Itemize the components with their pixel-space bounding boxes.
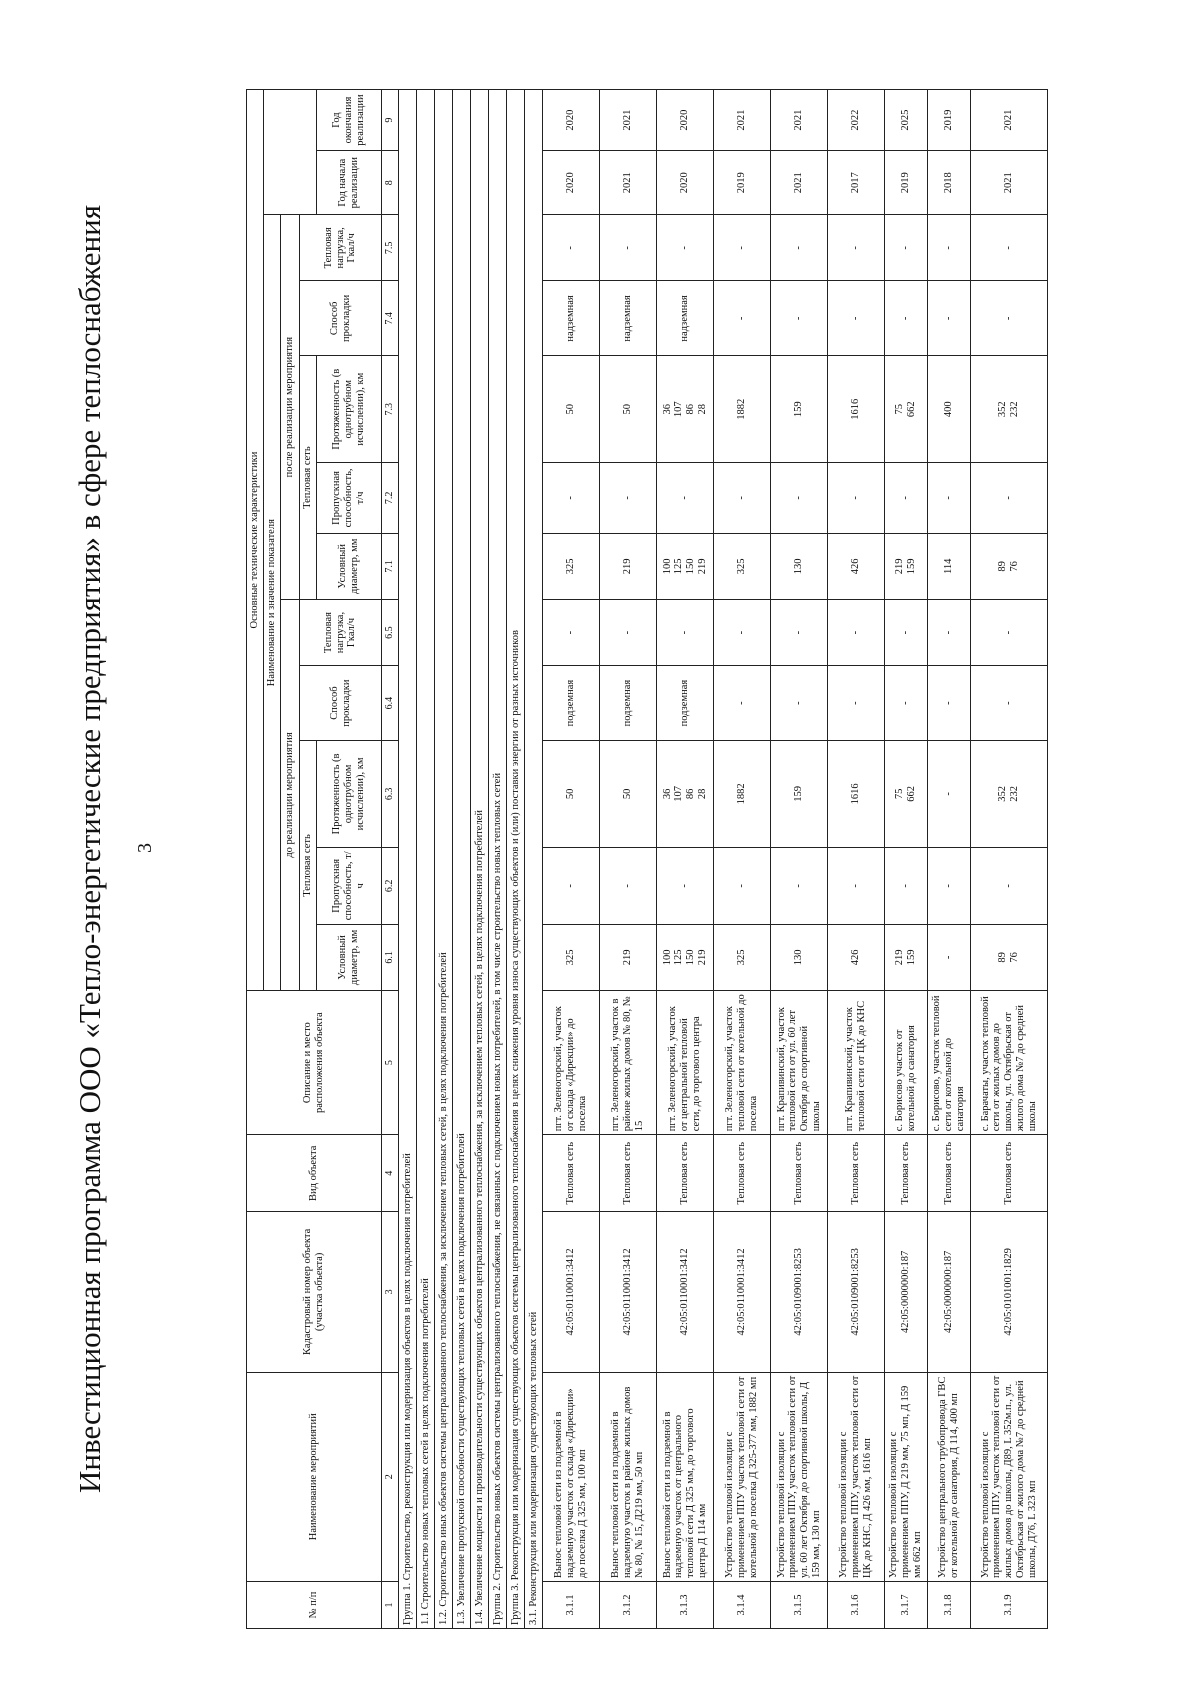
year-end: 2025 — [885, 90, 928, 151]
after-laying: - — [971, 281, 1048, 356]
before-capacity: - — [600, 847, 657, 924]
before-capacity: - — [543, 847, 600, 924]
after-length: 36 107 86 28 — [657, 356, 714, 463]
row-type: Тепловая сеть — [928, 1135, 971, 1212]
after-laying: - — [714, 281, 771, 356]
row-description: с. Борисово участок от котельной до санатория — [885, 991, 928, 1135]
table-row — [714, 90, 771, 1629]
header-laying-after: Способ прокладки — [300, 281, 382, 356]
column-number: 6.2 — [382, 847, 399, 924]
after-diameter: 325 — [714, 533, 771, 599]
after-diameter: 426 — [828, 533, 885, 599]
year-start: 2019 — [885, 151, 928, 215]
after-capacity: - — [600, 463, 657, 534]
year-start: 2019 — [714, 151, 771, 215]
header-heat-network-after: Тепловая сеть — [300, 356, 317, 600]
before-capacity: - — [928, 847, 971, 924]
header-length-before: Протяженность (в однотрубном исчислении), км — [317, 740, 382, 847]
before-laying: - — [928, 666, 971, 741]
table-row — [543, 90, 600, 1629]
group-row — [453, 90, 471, 1629]
year-start: 2017 — [828, 151, 885, 215]
group-row — [489, 90, 507, 1629]
group-row-label: 1.3. Увеличение пропускной способности существующих тепловых сетей в целях подключения потребителей — [453, 90, 471, 1629]
row-name: Устройство тепловой изоляции с применением ППУ участок тепловой сети от котельной до поселка Д 325-377 мм, 1882 мп — [714, 1372, 771, 1581]
header-load-after: Тепловая нагрузка, Гкал/ч — [300, 215, 382, 281]
before-length: 1616 — [828, 740, 885, 847]
before-load: - — [971, 599, 1048, 665]
table-row — [657, 90, 714, 1629]
after-length: 75 662 — [885, 356, 928, 463]
column-number: 6.5 — [382, 599, 399, 665]
after-capacity: - — [971, 463, 1048, 534]
header-years-group — [264, 90, 317, 215]
after-laying: - — [828, 281, 885, 356]
row-name: Вынос тепловой сети из подземной в надземную участок от склада «Дирекции» до поселка Д 325 мм, 100 мп — [543, 1372, 600, 1581]
row-number: 3.1.2 — [600, 1581, 657, 1628]
row-type: Тепловая сеть — [714, 1135, 771, 1212]
before-diameter: 325 — [714, 924, 771, 990]
after-load: - — [828, 215, 885, 281]
investment-program-table — [246, 89, 1048, 1629]
year-start: 2020 — [657, 151, 714, 215]
before-diameter: 325 — [543, 924, 600, 990]
document-title: Инвестиционная программа ООО «Тепло-энергетические предприятия» в сфере теплоснабжения — [72, 205, 107, 1493]
column-number: 9 — [382, 90, 399, 151]
header-load-before: Тепловая нагрузка, Гкал/ч — [300, 599, 382, 665]
after-diameter: 219 159 — [885, 533, 928, 599]
before-diameter: 426 — [828, 924, 885, 990]
year-end: 2021 — [971, 90, 1048, 151]
table-row — [828, 90, 885, 1629]
group-row-label: Группа 3. Реконструкция или модернизация существующих объектов системы централизованного теплоснабжения в целях снижения уровня износа существующих объектов и (или) поставки энергии от разных источников — [507, 90, 525, 1629]
after-length: 159 — [771, 356, 828, 463]
row-description: пгт. Крапивинский, участок тепловой сети от ЦК до КНС — [828, 991, 885, 1135]
column-number: 7.5 — [382, 215, 399, 281]
before-length: 1882 — [714, 740, 771, 847]
after-laying: - — [771, 281, 828, 356]
row-number: 3.1.8 — [928, 1581, 971, 1628]
year-end: 2020 — [657, 90, 714, 151]
row-description: с. Борисово, участок тепловой сети от котельной до санатория — [928, 991, 971, 1135]
after-load: - — [714, 215, 771, 281]
header-cadastral: Кадастровый номер объекта (участка объекта) — [247, 1212, 382, 1372]
row-cadastral: 42:05:0110001:3412 — [543, 1212, 600, 1372]
after-diameter: 100 125 150 219 — [657, 533, 714, 599]
before-length: 50 — [543, 740, 600, 847]
column-number: 8 — [382, 151, 399, 215]
before-length: 36 107 86 28 — [657, 740, 714, 847]
header-diameter-after: Условный диаметр, мм — [317, 533, 382, 599]
after-load: - — [771, 215, 828, 281]
before-load: - — [543, 599, 600, 665]
row-number: 3.1.1 — [543, 1581, 600, 1628]
row-type: Тепловая сеть — [885, 1135, 928, 1212]
after-capacity: - — [885, 463, 928, 534]
before-diameter: 89 76 — [971, 924, 1048, 990]
after-laying: надземная — [543, 281, 600, 356]
row-number: 3.1.3 — [657, 1581, 714, 1628]
row-cadastral: 42:05:0110001:3412 — [600, 1212, 657, 1372]
after-length: 1882 — [714, 356, 771, 463]
before-diameter: 219 — [600, 924, 657, 990]
header-description: Описание и место расположения объекта — [247, 991, 382, 1135]
after-diameter: 89 76 — [971, 533, 1048, 599]
year-start: 2018 — [928, 151, 971, 215]
after-diameter: 130 — [771, 533, 828, 599]
row-name: Устройство центрального трубопровода ГВС от котельной до санатория, Д 114, 400 мп — [928, 1372, 971, 1581]
year-end: 2020 — [543, 90, 600, 151]
row-type: Тепловая сеть — [543, 1135, 600, 1212]
before-load: - — [657, 599, 714, 665]
row-number: 3.1.9 — [971, 1581, 1048, 1628]
row-number: 3.1.4 — [714, 1581, 771, 1628]
before-diameter: 130 — [771, 924, 828, 990]
table-row — [971, 90, 1048, 1629]
after-length: 1616 — [828, 356, 885, 463]
row-type: Тепловая сеть — [657, 1135, 714, 1212]
before-capacity: - — [657, 847, 714, 924]
row-cadastral: 42:05:0000000:187 — [928, 1212, 971, 1372]
table-row — [928, 90, 971, 1629]
after-diameter: 114 — [928, 533, 971, 599]
row-name: Вынос тепловой сети из подземной в надземную участок от центрального тепловой сети Д 325 мм, до торгового центра Д 114 мм — [657, 1372, 714, 1581]
after-length: 400 — [928, 356, 971, 463]
row-description: пгт. Зеленогорский, участок от центральной тепловой сети, до торгового центра — [657, 991, 714, 1135]
after-laying: - — [928, 281, 971, 356]
after-capacity: - — [714, 463, 771, 534]
row-name: Устройство тепловой изоляции с применением ППУ, Д 219 мм, 75 мп, Д 159 мм 662 мп — [885, 1372, 928, 1581]
column-numbers-row — [382, 90, 399, 1629]
before-capacity: - — [971, 847, 1048, 924]
investment-table-container — [246, 89, 1048, 1629]
row-number: 3.1.5 — [771, 1581, 828, 1628]
column-number: 7.1 — [382, 533, 399, 599]
before-length: 75 662 — [885, 740, 928, 847]
column-number: 7.3 — [382, 356, 399, 463]
group-row — [435, 90, 453, 1629]
before-load: - — [600, 599, 657, 665]
row-description: пгт. Зеленогорский, участок тепловой сети от котельной до поселка — [714, 991, 771, 1135]
after-length: 50 — [600, 356, 657, 463]
header-type: Вид объекта — [247, 1135, 382, 1212]
after-load: - — [657, 215, 714, 281]
before-laying: - — [714, 666, 771, 741]
year-start: 2021 — [971, 151, 1048, 215]
column-number: 7.4 — [382, 281, 399, 356]
group-row-label: 1.1 Строительство новых тепловых сетей в целях подключения потребителей — [417, 90, 435, 1629]
column-number: 6.1 — [382, 924, 399, 990]
header-indicator: Наименование и значение показателя — [264, 215, 281, 991]
row-cadastral: 42:05:0110001:3412 — [714, 1212, 771, 1372]
row-cadastral: 42:05:0109001:8253 — [771, 1212, 828, 1372]
row-type: Тепловая сеть — [771, 1135, 828, 1212]
group-row-label: 1.2. Строительство иных объектов системы централизованного теплоснабжения, за исключением тепловых сетей, в целях подключения потребителей — [435, 90, 453, 1629]
group-row — [417, 90, 435, 1629]
row-type: Тепловая сеть — [600, 1135, 657, 1212]
column-number: 6.4 — [382, 666, 399, 741]
before-laying: - — [971, 666, 1048, 741]
before-laying: подземная — [600, 666, 657, 741]
after-capacity: - — [657, 463, 714, 534]
year-end: 2021 — [714, 90, 771, 151]
header-year-end: Год окончания реализации — [317, 90, 382, 151]
before-load: - — [714, 599, 771, 665]
before-diameter: - — [928, 924, 971, 990]
column-number: 6.3 — [382, 740, 399, 847]
before-capacity: - — [885, 847, 928, 924]
before-laying: - — [885, 666, 928, 741]
after-capacity: - — [928, 463, 971, 534]
before-capacity: - — [828, 847, 885, 924]
table-body — [382, 90, 1048, 1629]
header-laying-before: Способ прокладки — [300, 666, 382, 741]
header-after: после реализации мероприятия — [281, 215, 300, 600]
row-cadastral: 42:05:0000000:187 — [885, 1212, 928, 1372]
row-number: 3.1.6 — [828, 1581, 885, 1628]
group-row-label: 1.4. Увеличение мощности и производительности существующих объектов централизованного теплоснабжения, за исключением тепловых сетей, в целях подключения потребителей — [471, 90, 489, 1629]
year-end: 2019 — [928, 90, 971, 151]
after-capacity: - — [771, 463, 828, 534]
row-name: Устройство тепловой изоляции с применением ППУ, участок тепловой сети от ул. 60 лет Октября до спортивной школы, Д 159 мм, 130 мп — [771, 1372, 828, 1581]
table-row — [771, 90, 828, 1629]
row-type: Тепловая сеть — [971, 1135, 1048, 1212]
group-row — [525, 90, 543, 1629]
row-name: Вынос тепловой сети из подземной в надземную участок в районе жилых домов № 80, № 15, Д219 мм, 50 мп — [600, 1372, 657, 1581]
after-diameter: 325 — [543, 533, 600, 599]
after-load: - — [600, 215, 657, 281]
group-row-label: 3.1. Реконструкция или модернизация существующих тепловых сетей — [525, 90, 543, 1629]
before-load: - — [828, 599, 885, 665]
group-row — [471, 90, 489, 1629]
row-description: пгт. Крапивинский, участок тепловой сети от ул. 60 лет Октября до спортивной школы — [771, 991, 828, 1135]
before-capacity: - — [771, 847, 828, 924]
after-laying: надземная — [657, 281, 714, 356]
group-row-label: Группа 2. Строительство новых объектов системы централизованного теплоснабжения, не связанных с подключением новых потребителей, в том числе строительство новых тепловых сетей — [489, 90, 507, 1629]
header-num: № п/п — [247, 1581, 382, 1628]
row-description: пгт. Зеленогорский, участок от склада «Дирекции» до поселка — [543, 991, 600, 1135]
row-name: Устройство тепловой изоляции с применением ППУ, участок тепловой сети от жилых домов до школы, Д89, L 352м.п., ул. Октябрьская от жилого дома №7 до средней школы, Д76, L 323 мп — [971, 1372, 1048, 1581]
row-description: пгт. Зеленогорский, участок в районе жилых домов № 80, № 15 — [600, 991, 657, 1135]
after-load: - — [885, 215, 928, 281]
page-number: 3 — [134, 843, 156, 853]
header-main-characteristics: Основные технические характеристики — [247, 90, 264, 991]
row-name: Устройство тепловой изоляции с применением ППУ, участок тепловой сети от ЦК до КНС, Д 426 мм, 1616 мп — [828, 1372, 885, 1581]
group-row — [507, 90, 525, 1629]
after-load: - — [928, 215, 971, 281]
after-laying: надземная — [600, 281, 657, 356]
table-row — [885, 90, 928, 1629]
before-capacity: - — [714, 847, 771, 924]
before-laying: - — [771, 666, 828, 741]
column-number: 5 — [382, 991, 399, 1135]
before-diameter: 100 125 150 219 — [657, 924, 714, 990]
before-laying: подземная — [657, 666, 714, 741]
after-capacity: - — [543, 463, 600, 534]
group-row — [399, 90, 417, 1629]
row-type: Тепловая сеть — [828, 1135, 885, 1212]
year-start: 2021 — [600, 151, 657, 215]
year-start: 2020 — [543, 151, 600, 215]
before-laying: подземная — [543, 666, 600, 741]
header-diameter-before: Условный диаметр, мм — [317, 924, 382, 990]
column-number: 4 — [382, 1135, 399, 1212]
row-cadastral: 42:05:0110001:3412 — [657, 1212, 714, 1372]
after-capacity: - — [828, 463, 885, 534]
column-number: 1 — [382, 1581, 399, 1628]
after-laying: - — [885, 281, 928, 356]
year-start: 2021 — [771, 151, 828, 215]
after-load: - — [971, 215, 1048, 281]
row-description: с. Барачаты, участок тепловой сети от жилых домов до школы, ул. Октябрьская от жилого дома №7 до средней школы — [971, 991, 1048, 1135]
header-year-start: Год начала реализации — [317, 151, 382, 215]
header-length-after: Протяженность (в однотрубном исчислении), км — [317, 356, 382, 463]
header-name: Наименование мероприятий — [247, 1372, 382, 1581]
before-load: - — [771, 599, 828, 665]
year-end: 2022 — [828, 90, 885, 151]
after-length: 50 — [543, 356, 600, 463]
before-load: - — [928, 599, 971, 665]
column-number: 3 — [382, 1212, 399, 1372]
row-cadastral: 42:05:0101001:1829 — [971, 1212, 1048, 1372]
before-length: 50 — [600, 740, 657, 847]
group-row-label: Группа 1. Строительство, реконструкция или модернизация объектов в целях подключения потребителей — [399, 90, 417, 1629]
rotated-page — [60, 29, 1140, 1669]
before-length: - — [928, 740, 971, 847]
header-capacity-before: Пропускная способность, т/ч — [317, 847, 382, 924]
row-cadastral: 42:05:0109001:8253 — [828, 1212, 885, 1372]
header-capacity-after: Пропускная способность, т/ч — [317, 463, 382, 534]
before-length: 352 232 — [971, 740, 1048, 847]
after-length: 352 232 — [971, 356, 1048, 463]
after-load: - — [543, 215, 600, 281]
before-laying: - — [828, 666, 885, 741]
before-length: 159 — [771, 740, 828, 847]
column-number: 7.2 — [382, 463, 399, 534]
header-heat-network-before: Тепловая сеть — [300, 740, 317, 990]
year-end: 2021 — [771, 90, 828, 151]
header-before: до реализации мероприятия — [281, 599, 300, 990]
year-end: 2021 — [600, 90, 657, 151]
before-diameter: 219 159 — [885, 924, 928, 990]
after-diameter: 219 — [600, 533, 657, 599]
table-row — [600, 90, 657, 1629]
column-number: 2 — [382, 1372, 399, 1581]
before-load: - — [885, 599, 928, 665]
row-number: 3.1.7 — [885, 1581, 928, 1628]
